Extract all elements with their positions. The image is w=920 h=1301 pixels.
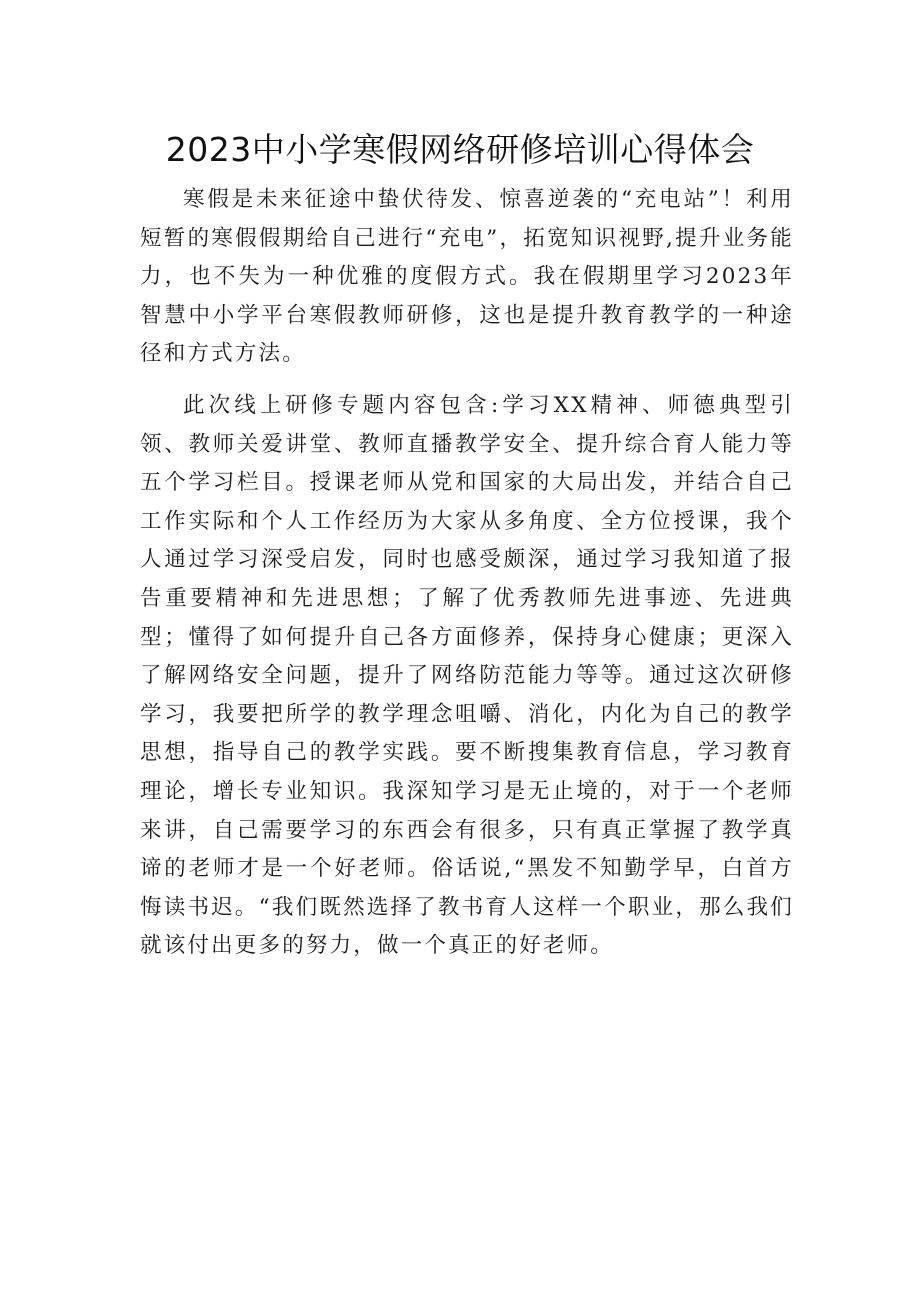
paragraph-intro: 寒假是未来征途中蛰伏待发、惊喜逆袭的“充电站”！利用短暂的寒假假期给自己进行“充电”，拓宽知识视野,提升业务能力，也不失为一种优雅的度假方式。我在假期里学习2023年智慧中小学平台寒假教师研修，这也是提升教育教学的一种途径和方式方法。	[140, 187, 794, 367]
document-title: 2023中小学寒假网络研修培训心得体会	[165, 130, 755, 169]
document-body	[140, 181, 794, 979]
paragraph-content: 此次线上研修专题内容包含:学习XX精神、师德典型引领、教师关爱讲堂、教师直播教学安全、提升综合育人能力等五个学习栏目。授课老师从党和国家的大局出发，并结合自己工作实际和个人工作经历为大家从多角度、全方位授课，我个人通过学习深受启发，同时也感受颇深，通过学习我知道了报告重要精神和先进思想；了解了优秀教师先进事迹、先进典型；懂得了如何提升自己各方面修养，保持身心健康；更深入了解网络安全问题，提升了网络防范能力等等。通过这次研修学习，我要把所学的教学理念咀嚼、消化，内化为自己的教学思想，指导自己的教学实践。要不断搜集教育信息，学习教育理论，增长专业知识。我深知学习是无止境的，对于一个老师来讲，自己需要学习的东西会有很多，只有真正掌握了教学真谛的老师才是一个好老师。俗话说,“黑发不知勤学早，白首方悔读书迟。“我们既然选择了教书育人这样一个职业，那么我们就该付出更多的努力，做一个真正的好老师。	[140, 392, 794, 959]
